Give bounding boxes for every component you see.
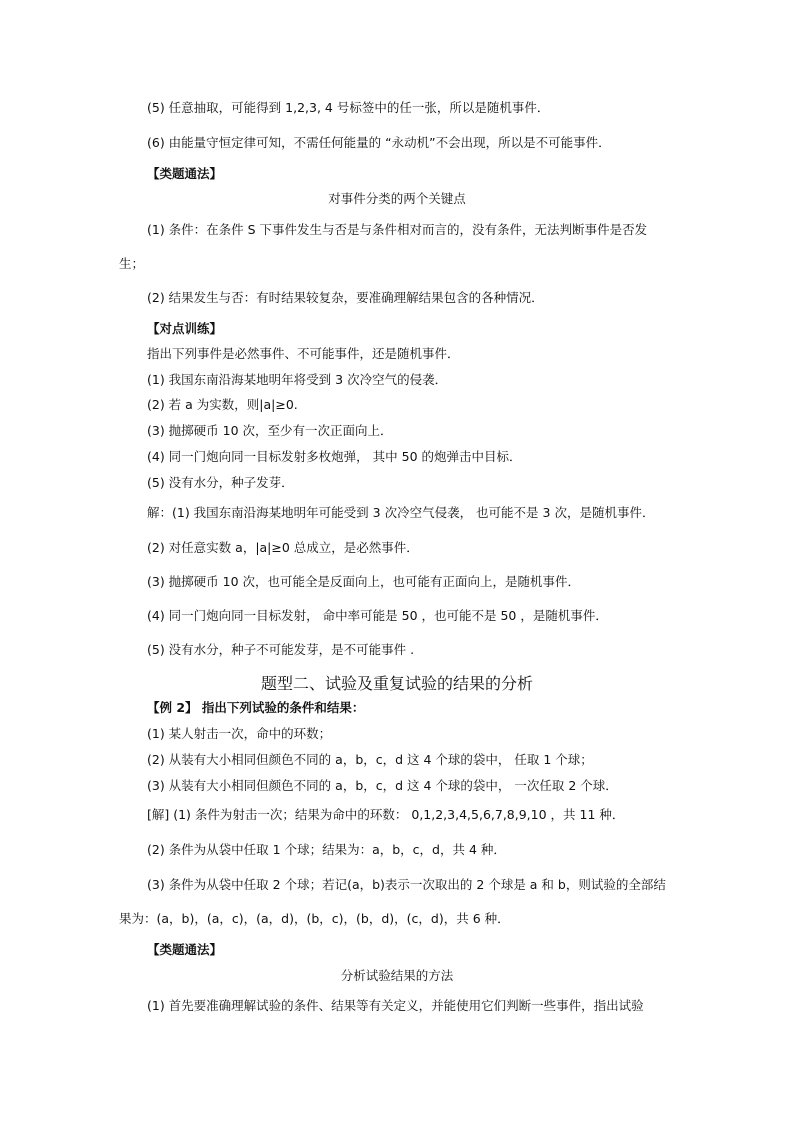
solution-3: (3) 抛掷硬币 10 次，也可能全是反面向上，也可能有正面向上，是随机事件． xyxy=(147,574,581,589)
method-point-1: (1) 条件：在条件 S 下事件发生与否是与条件相对而言的，没有条件，无法判断事件是否发 xyxy=(147,222,648,237)
example-2-item-3: (3) 从装有大小相同但颜色不同的 a，b，c，d 这 4 个球的袋中， 一次任取 2 个球． xyxy=(147,778,618,793)
answer-item-6: (6) 由能量守恒定律可知，不需任何能量的 “永动机”不会出现，所以是不可能事件． xyxy=(147,135,611,150)
method-point-1-cont: 生； xyxy=(119,256,145,271)
example-2-item-2: (2) 从装有大小相同但颜色不同的 a，b，c，d 这 4 个球的袋中， 任取 1 个球； xyxy=(147,752,593,767)
solution-5: (5) 没有水分，种子不可能发芽，是不可能事件 . xyxy=(147,642,415,657)
section-heading-type-2: 题型二、试验及重复试验的结果的分析 xyxy=(260,674,533,693)
example-2-prompt: 【例 2】 指出下列试验的条件和结果： xyxy=(147,700,365,715)
method-title: 对事件分类的两个关键点 xyxy=(328,191,466,206)
example-2-solution-2: (2) 条件为从袋中任取 1 个球；结果为：a，b，c，d，共 4 种． xyxy=(147,842,506,857)
solution-1: 解：(1) 我国东南沿海某地明年可能受到 3 次冷空气侵袭， 也可能不是 3 次，是随机事件． xyxy=(147,505,655,520)
example-2-solution-3-cont: 果为：(a，b)，(a，c)，(a，d)，(b，c)，(b，d)，(c，d)，共 6 种． xyxy=(119,911,510,926)
practice-item-5: (5) 没有水分，种子发芽． xyxy=(147,475,294,490)
solution-4: (4) 同一门炮向同一目标发射， 命中率可能是 50 ，也可能不是 50 ，是随机事件． xyxy=(147,608,608,623)
section-label-method: 【类题通法】 xyxy=(147,166,223,181)
solution-2: (2) 对任意实数 a，|a|≥0 总成立，是必然事件． xyxy=(147,540,419,555)
practice-prompt: 指出下列事件是必然事件、不可能事件，还是随机事件． xyxy=(147,346,460,361)
example-2-item-1: (1) 某人射击一次，命中的环数； xyxy=(147,726,332,741)
practice-item-2: (2) 若 a 为实数，则|a|≥0. xyxy=(147,397,298,412)
method-point-2: (2) 结果发生与否：有时结果较复杂，要准确理解结果包含的各种情况． xyxy=(147,290,544,305)
method-2-point-1: (1) 首先要准确理解试验的条件、结果等有关定义，并能使用它们判断一些事件，指出试验 xyxy=(147,998,644,1013)
practice-item-3: (3) 抛掷硬币 10 次，至少有一次正面向上． xyxy=(147,423,393,438)
section-label-practice: 【对点训练】 xyxy=(147,321,223,336)
method-title-2: 分析试验结果的方法 xyxy=(340,968,454,983)
practice-item-4: (4) 同一门炮向同一目标发射多枚炮弹， 其中 50 的炮弹击中目标． xyxy=(147,449,522,464)
section-label-method-2: 【类题通法】 xyxy=(147,942,223,957)
answer-item-5: (5) 任意抽取，可能得到 1,2,3, 4 号标签中的任一张，所以是随机事件． xyxy=(147,100,550,115)
example-2-solution-3: (3) 条件为从袋中任取 2 个球；若记(a，b)表示一次取出的 2 个球是 a 和 b，则试验的全部结 xyxy=(147,877,666,892)
practice-item-1: (1) 我国东南沿海某地明年将受到 3 次冷空气的侵袭． xyxy=(147,372,448,387)
example-2-solution-1: [解] (1) 条件为射击一次；结果为命中的环数： 0,1,2,3,4,5,6,7,8,9,10 ，共 11 种． xyxy=(147,807,625,822)
